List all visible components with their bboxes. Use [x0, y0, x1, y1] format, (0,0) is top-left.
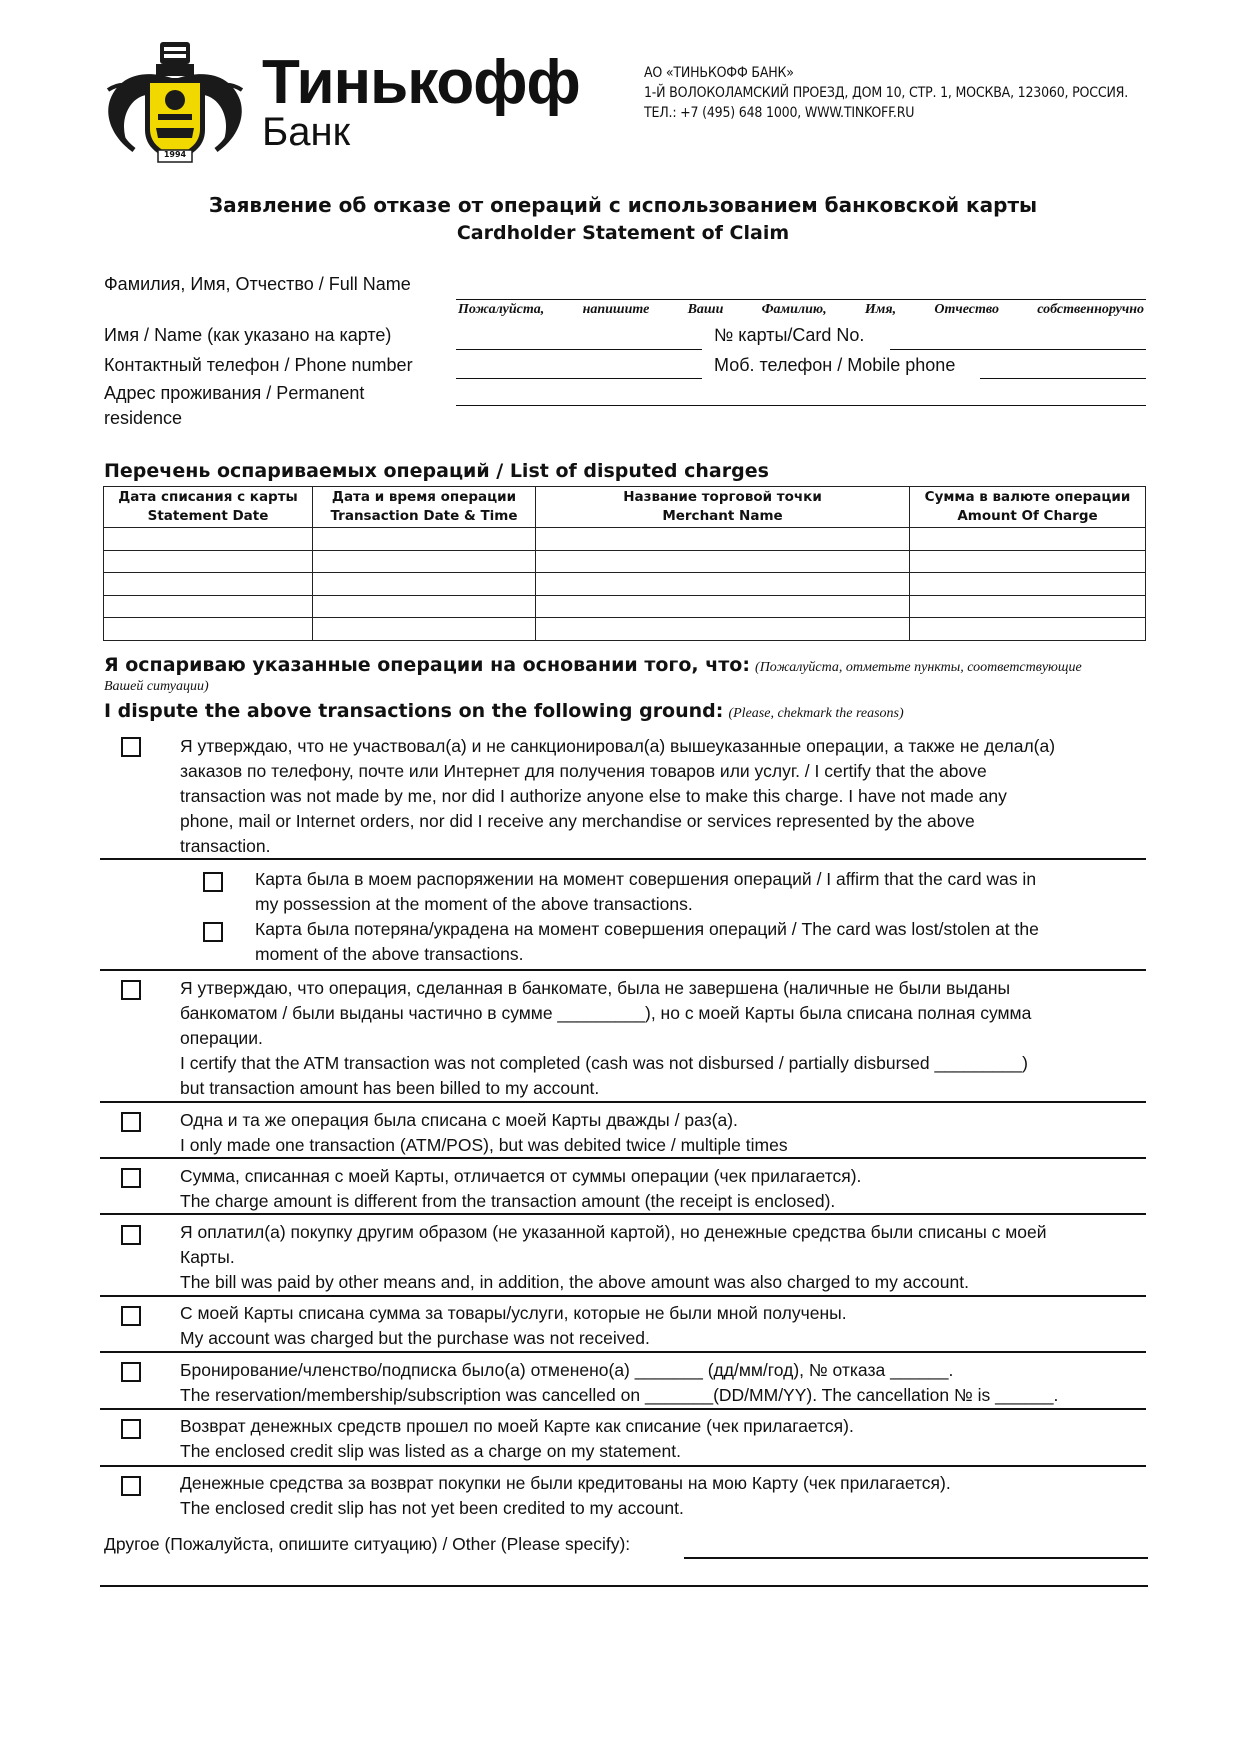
- handwrite-hint: [458, 302, 1144, 318]
- ground-item: Денежные средства за возврат покупки не были кредитованы на мою Карту (чек прилагается). The enclosed credit slip has not yet been credited to my account.: [180, 1473, 951, 1518]
- card-no-field[interactable]: [890, 349, 1146, 350]
- mobile-field[interactable]: [980, 378, 1146, 379]
- col-statement-date: Дата списания с карты Statement Date: [104, 487, 313, 528]
- divider: [100, 1101, 1146, 1103]
- ground-item: Бронирование/членство/подписка было(а) отменено(а) _______ (дд/мм/год), № отказа ______. The reservation/membership/subscription was cancelled on _______(DD/MM/YY). The cancellation № is ______.: [180, 1360, 1059, 1405]
- ground-item: С моей Карты списана сумма за товары/услуги, которые не были мной получены. My account was charged but the purchase was not received.: [180, 1303, 847, 1348]
- name-on-card-label: Имя / Name (как указано на карте): [104, 325, 392, 345]
- checkbox-credit-not-credited[interactable]: [121, 1476, 141, 1496]
- checkbox-card-lost[interactable]: [203, 922, 223, 942]
- full-name-field[interactable]: [456, 299, 1146, 300]
- ground-item: Карта была потеряна/украдена на момент совершения операций / The card was lost/stolen at the moment of the above transactions.: [255, 919, 1039, 964]
- table-row[interactable]: [104, 573, 1146, 596]
- page-title: Заявление об отказе от операций с использованием банковской карты: [208, 193, 1038, 217]
- ground-item: Я оплатил(а) покупку другим образом (не указанной картой), но денежные средства были списаны с моей Карты. The bill was paid by other means and, in addition, the above amount was also charged to my account.: [180, 1222, 1047, 1292]
- ground-item: Я утверждаю, что не участвовал(а) и не санкционировал(а) вышеуказанные операции, а также не делал(а) заказов по телефону, почте или Интернет для получения товаров или услуг. / I certify that the above transaction was not made by me, nor did I authorize anyone else to make this charge. I have not made any phone, mail or Internet orders, nor did I receive any merchandise or services represented by the above transaction.: [180, 736, 1056, 856]
- divider: [100, 1351, 1146, 1353]
- table-row[interactable]: [104, 528, 1146, 551]
- brand-name: Тинькофф: [262, 48, 580, 117]
- company-contacts: ТЕЛ.: +7 (495) 648 1000, WWW.TINKOFF.RU: [644, 105, 915, 121]
- checkbox-reservation-cancelled[interactable]: [121, 1362, 141, 1382]
- hint-word: Фамилию,: [761, 302, 827, 317]
- ground-item: Я утверждаю, что операция, сделанная в банкомате, была не завершена (наличные не были выданы банкоматом / были выданы частично в сумме _________), но с моей Карты была списана полная сумма операции. I certify that the ATM transaction was not completed (cash was not disbursed / partially disbursed _________) but transaction amount has been billed to my account.: [180, 978, 1032, 1098]
- checkbox-card-in-possession[interactable]: [203, 872, 223, 892]
- brand-sub: Банк: [262, 110, 351, 154]
- crest-year: 1994: [163, 150, 187, 159]
- phone-field[interactable]: [456, 378, 702, 379]
- card-no-label: № карты/Card No.: [714, 325, 865, 345]
- table-row[interactable]: [104, 550, 1146, 573]
- charges-heading: Перечень оспариваемых операций / List of disputed charges: [104, 460, 769, 482]
- hint-word: собственноручно: [1037, 302, 1144, 317]
- grounds-heading-ru: Я оспариваю указанные операции на основании того, что: (Пожалуйста, отметьте пункты, соответствующие: [104, 654, 1082, 676]
- checkbox-credit-as-charge[interactable]: [121, 1419, 141, 1439]
- ground-item: Карта была в моем распоряжении на момент совершения операций / I affirm that the card was in my possession at the moment of the above transactions.: [255, 869, 1037, 914]
- divider: [100, 1408, 1146, 1410]
- company-address: 1-Й ВОЛОКОЛАМСКИЙ ПРОЕЗД, ДОМ 10, СТР. 1, МОСКВА, 123060, РОССИЯ.: [644, 85, 1129, 101]
- col-merchant-name: Название торговой точки Merchant Name: [536, 487, 910, 528]
- address-label: [104, 381, 364, 431]
- table-row[interactable]: [104, 618, 1146, 641]
- divider: [100, 1157, 1146, 1159]
- grounds-hint-ru-2: Вашей ситуации): [104, 679, 209, 694]
- divider: [100, 1213, 1146, 1215]
- hint-word: Ваши: [687, 302, 724, 317]
- company-name: АО «ТИНЬКОФФ БАНК»: [644, 65, 794, 81]
- divider: [100, 1465, 1146, 1467]
- col-transaction-date: Дата и время операции Transaction Date & Time: [313, 487, 536, 528]
- address-label-line: residence: [104, 408, 183, 428]
- checkbox-paid-other-means[interactable]: [121, 1225, 141, 1245]
- ground-item: Возврат денежных средств прошел по моей Карте как списание (чек прилагается). The enclosed credit slip was listed as a charge on my statement.: [180, 1416, 854, 1461]
- full-name-label: Фамилия, Имя, Отчество / Full Name: [104, 274, 411, 294]
- bank-crest-logo: [100, 38, 250, 166]
- hint-word: Пожалуйста,: [458, 302, 545, 317]
- hint-word: Отчество: [934, 302, 999, 317]
- checkbox-not-received[interactable]: [121, 1306, 141, 1326]
- mobile-label: Моб. телефон / Mobile phone: [714, 355, 956, 375]
- checkbox-amount-differs[interactable]: [121, 1168, 141, 1188]
- name-on-card-field[interactable]: [456, 349, 702, 350]
- divider: [100, 1295, 1146, 1297]
- other-field[interactable]: [684, 1557, 1148, 1559]
- phone-label: Контактный телефон / Phone number: [104, 355, 413, 375]
- other-field-line-2[interactable]: [100, 1585, 1148, 1587]
- ground-item: Сумма, списанная с моей Карты, отличается от суммы операции (чек прилагается). The charge amount is different from the transaction amount (the receipt is enclosed).: [180, 1166, 862, 1211]
- address-field[interactable]: [456, 405, 1146, 406]
- charges-table: [103, 486, 1146, 641]
- address-label-line: Адрес проживания / Permanent: [104, 383, 365, 403]
- table-row[interactable]: [104, 595, 1146, 618]
- divider: [100, 858, 1146, 860]
- grounds-heading-en: I dispute the above transactions on the following ground: (Please, chekmark the reasons): [104, 700, 904, 722]
- hint-word: Имя,: [864, 302, 897, 317]
- crest-icon: [100, 38, 250, 166]
- page-subtitle: Cardholder Statement of Claim: [456, 222, 790, 244]
- ground-item: Одна и та же операция была списана с моей Карты дважды / раз(а). I only made one transaction (ATM/POS), but was debited twice / multiple times: [180, 1110, 788, 1155]
- checkbox-not-authorized[interactable]: [121, 737, 141, 757]
- divider: [100, 969, 1146, 971]
- checkbox-atm-not-completed[interactable]: [121, 980, 141, 1000]
- hint-word: напишите: [582, 302, 650, 317]
- checkbox-debited-twice[interactable]: [121, 1112, 141, 1132]
- other-label: Другое (Пожалуйста, опишите ситуацию) / Other (Please specify):: [104, 1534, 631, 1554]
- col-amount: Сумма в валюте операции Amount Of Charge: [910, 487, 1146, 528]
